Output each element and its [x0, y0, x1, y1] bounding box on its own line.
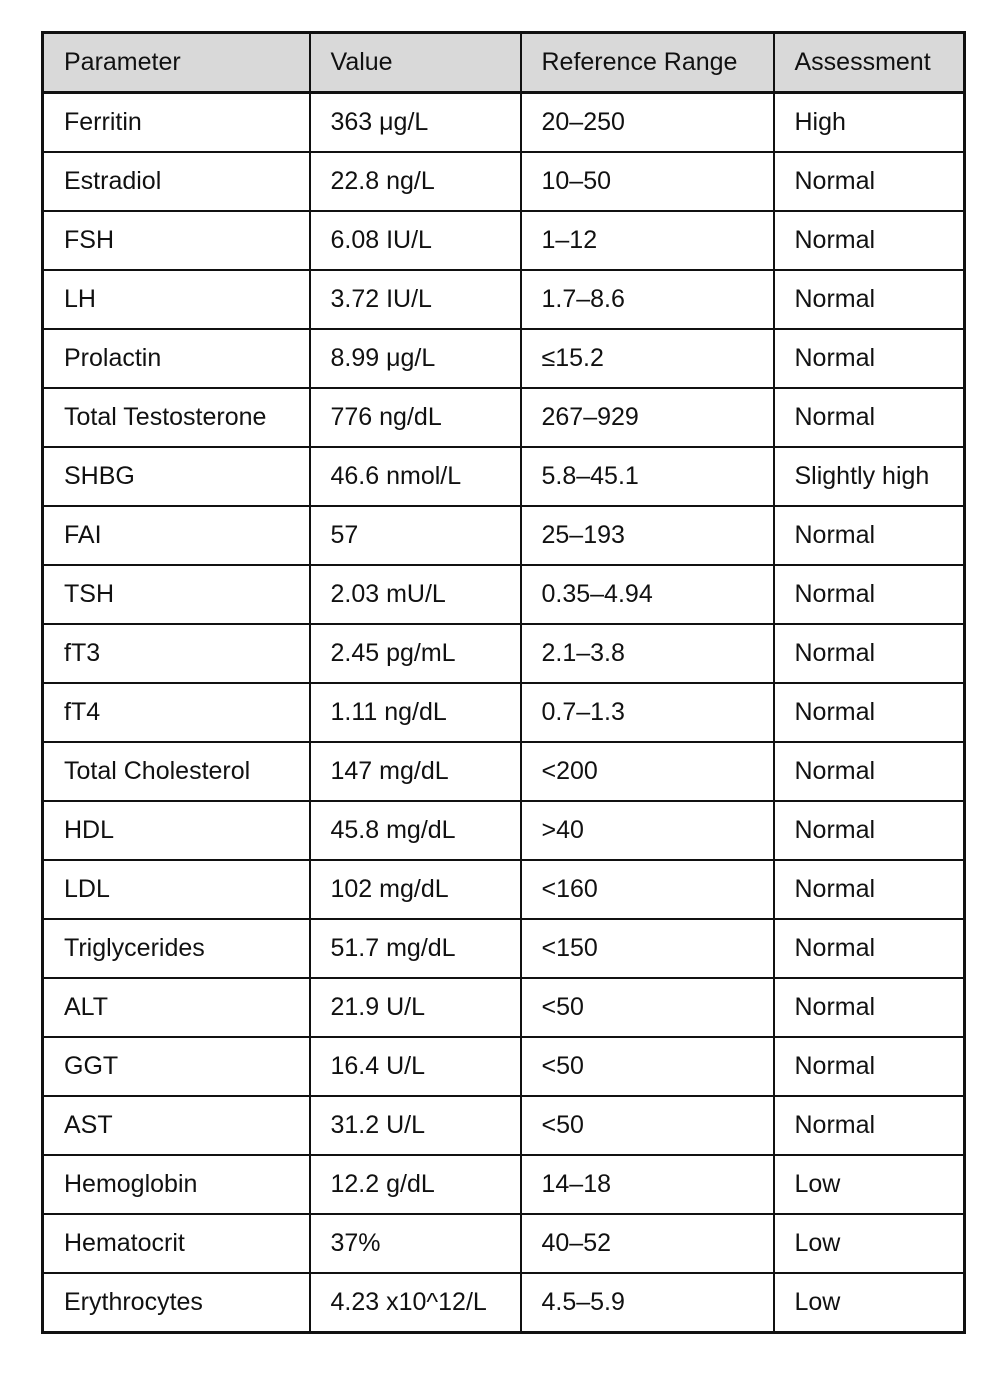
table-row: [43, 506, 965, 565]
value-cell: 37%: [310, 1214, 521, 1273]
table-row: [43, 388, 965, 447]
parameter-cell: Prolactin: [43, 329, 310, 388]
assessment-cell: Normal: [774, 919, 965, 978]
parameter-cell: fT4: [43, 683, 310, 742]
value-cell: 46.6 nmol/L: [310, 447, 521, 506]
reference-range-cell: 1–12: [521, 211, 774, 270]
table-row: [43, 624, 965, 683]
value-cell: 21.9 U/L: [310, 978, 521, 1037]
parameter-cell: AST: [43, 1096, 310, 1155]
value-cell: 776 ng/dL: [310, 388, 521, 447]
assessment-cell: Normal: [774, 801, 965, 860]
table-header: [43, 33, 965, 93]
parameter-cell: LH: [43, 270, 310, 329]
assessment-cell: Normal: [774, 329, 965, 388]
reference-range-cell: <150: [521, 919, 774, 978]
reference-range-cell: 0.35–4.94: [521, 565, 774, 624]
value-cell: 22.8 ng/L: [310, 152, 521, 211]
reference-range-cell: 1.7–8.6: [521, 270, 774, 329]
reference-range-cell: 20–250: [521, 93, 774, 153]
value-cell: 3.72 IU/L: [310, 270, 521, 329]
parameter-cell: GGT: [43, 1037, 310, 1096]
reference-range-cell: <50: [521, 1096, 774, 1155]
parameter-cell: Erythrocytes: [43, 1273, 310, 1333]
table-row: [43, 1214, 965, 1273]
assessment-cell: Normal: [774, 211, 965, 270]
table-row: [43, 1273, 965, 1333]
reference-range-cell: ≤15.2: [521, 329, 774, 388]
parameter-cell: FSH: [43, 211, 310, 270]
value-cell: 1.11 ng/dL: [310, 683, 521, 742]
reference-range-cell: >40: [521, 801, 774, 860]
parameter-cell: Estradiol: [43, 152, 310, 211]
parameter-cell: ALT: [43, 978, 310, 1037]
value-cell: 31.2 U/L: [310, 1096, 521, 1155]
parameter-cell: Hematocrit: [43, 1214, 310, 1273]
table-row: [43, 683, 965, 742]
table-row: [43, 801, 965, 860]
parameter-cell: LDL: [43, 860, 310, 919]
value-cell: 8.99 μg/L: [310, 329, 521, 388]
assessment-cell: Normal: [774, 624, 965, 683]
table-row: [43, 1096, 965, 1155]
header-value: Value: [310, 33, 521, 93]
assessment-cell: Normal: [774, 388, 965, 447]
table-row: [43, 447, 965, 506]
parameter-cell: Triglycerides: [43, 919, 310, 978]
table-row: [43, 742, 965, 801]
value-cell: 12.2 g/dL: [310, 1155, 521, 1214]
assessment-cell: Normal: [774, 978, 965, 1037]
assessment-cell: Normal: [774, 270, 965, 329]
table-row: [43, 919, 965, 978]
value-cell: 45.8 mg/dL: [310, 801, 521, 860]
header-row: [43, 33, 965, 93]
value-cell: 147 mg/dL: [310, 742, 521, 801]
value-cell: 2.45 pg/mL: [310, 624, 521, 683]
value-cell: 363 μg/L: [310, 93, 521, 153]
assessment-cell: Normal: [774, 860, 965, 919]
table-row: [43, 860, 965, 919]
assessment-cell: Normal: [774, 1037, 965, 1096]
table-body: [43, 93, 965, 1333]
reference-range-cell: <160: [521, 860, 774, 919]
value-cell: 102 mg/dL: [310, 860, 521, 919]
reference-range-cell: 2.1–3.8: [521, 624, 774, 683]
table-row: [43, 270, 965, 329]
table-row: [43, 152, 965, 211]
table-row: [43, 978, 965, 1037]
parameter-cell: Total Cholesterol: [43, 742, 310, 801]
assessment-cell: Low: [774, 1214, 965, 1273]
header-reference-range: Reference Range: [521, 33, 774, 93]
table-row: [43, 1037, 965, 1096]
assessment-cell: Normal: [774, 742, 965, 801]
reference-range-cell: 4.5–5.9: [521, 1273, 774, 1333]
assessment-cell: Normal: [774, 683, 965, 742]
assessment-cell: High: [774, 93, 965, 153]
value-cell: 6.08 IU/L: [310, 211, 521, 270]
value-cell: 16.4 U/L: [310, 1037, 521, 1096]
header-parameter: Parameter: [43, 33, 310, 93]
reference-range-cell: 40–52: [521, 1214, 774, 1273]
parameter-cell: TSH: [43, 565, 310, 624]
parameter-cell: fT3: [43, 624, 310, 683]
reference-range-cell: 267–929: [521, 388, 774, 447]
parameter-cell: HDL: [43, 801, 310, 860]
parameter-cell: SHBG: [43, 447, 310, 506]
value-cell: 2.03 mU/L: [310, 565, 521, 624]
reference-range-cell: 0.7–1.3: [521, 683, 774, 742]
parameter-cell: Hemoglobin: [43, 1155, 310, 1214]
header-assessment: Assessment: [774, 33, 965, 93]
assessment-cell: Normal: [774, 565, 965, 624]
assessment-cell: Low: [774, 1155, 965, 1214]
reference-range-cell: 25–193: [521, 506, 774, 565]
assessment-cell: Low: [774, 1273, 965, 1333]
value-cell: 51.7 mg/dL: [310, 919, 521, 978]
parameter-cell: Ferritin: [43, 93, 310, 153]
table-row: [43, 565, 965, 624]
reference-range-cell: 14–18: [521, 1155, 774, 1214]
table-row: [43, 329, 965, 388]
table-row: [43, 211, 965, 270]
lab-results-table: [41, 31, 966, 1334]
assessment-cell: Normal: [774, 506, 965, 565]
assessment-cell: Normal: [774, 152, 965, 211]
reference-range-cell: <50: [521, 978, 774, 1037]
reference-range-cell: <50: [521, 1037, 774, 1096]
assessment-cell: Normal: [774, 1096, 965, 1155]
value-cell: 57: [310, 506, 521, 565]
assessment-cell: Slightly high: [774, 447, 965, 506]
reference-range-cell: 10–50: [521, 152, 774, 211]
reference-range-cell: 5.8–45.1: [521, 447, 774, 506]
parameter-cell: FAI: [43, 506, 310, 565]
table-row: [43, 1155, 965, 1214]
parameter-cell: Total Testosterone: [43, 388, 310, 447]
value-cell: 4.23 x10^12/L: [310, 1273, 521, 1333]
reference-range-cell: <200: [521, 742, 774, 801]
table-row: [43, 93, 965, 153]
